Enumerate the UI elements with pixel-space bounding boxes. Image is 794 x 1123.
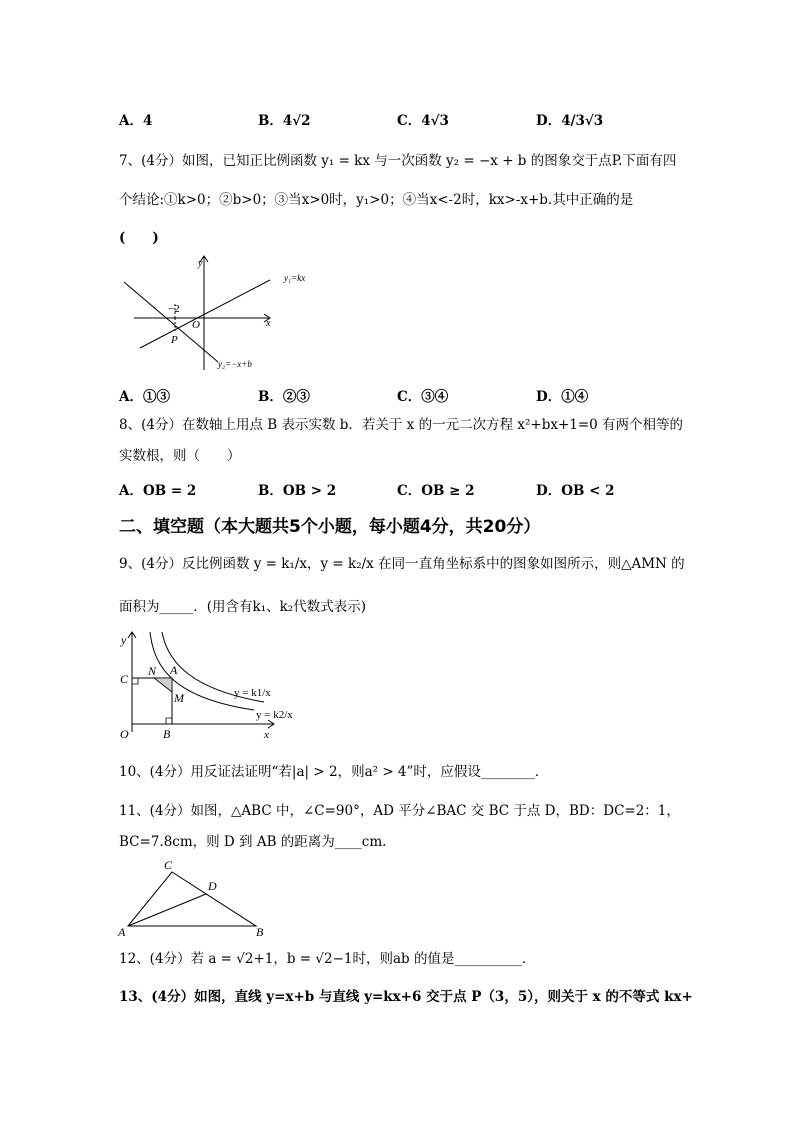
- q7-line1: 7、(4分）如图，已知正比例函数 y₁ = kx 与一次函数 y₂ = −x + b 的图象交于点P.下面有四: [119, 153, 677, 169]
- fig7-y2-label: y₂=−x+b: [218, 359, 252, 369]
- fig7-p-label: P: [171, 334, 178, 346]
- q11-line1: 11、(4分）如图，△ABC 中，∠C=90°，AD 平分∠BAC 交 BC 于点 D，BD：DC=2：1，: [119, 803, 680, 819]
- q8-option-b: B．OB > 2: [258, 483, 337, 499]
- fig9-x-label: x: [264, 729, 269, 741]
- q6-option-c: C．4√3: [397, 113, 449, 129]
- q8-option-d: D．OB < 2: [536, 483, 615, 499]
- fig11-a-label: A: [118, 925, 126, 938]
- fig7-y-label: y: [198, 258, 203, 269]
- q6-option-a: A．4: [119, 113, 153, 129]
- triangle-amn: [154, 678, 172, 692]
- fig9-curve2-label: y = k2/x: [256, 709, 293, 721]
- fig11-c-label: C: [164, 858, 173, 872]
- q11-figure: [116, 856, 276, 938]
- q9-line2: 面积为_____．(用含有k₁、k₂代数式表示): [119, 599, 366, 615]
- segment-ad: [128, 894, 206, 926]
- fig11-b-label: B: [256, 925, 264, 938]
- fig9-curve1-label: y = k1/x: [234, 687, 271, 699]
- q7-option-d: D．①④: [536, 389, 589, 405]
- q6-option-b: B．4√2: [258, 113, 311, 129]
- fig7-minus2-label: −2: [168, 303, 180, 315]
- fig11-d-label: D: [208, 879, 217, 893]
- q8-option-a: A．OB = 2: [119, 483, 197, 499]
- q13-line: 13、(4分）如图，直线 y=x+b 与直线 y=kx+6 交于点 P（3，5），则关于 x 的不等式 kx+: [119, 989, 693, 1005]
- q11-line2: BC=7.8cm，则 D 到 AB 的距离为____cm.: [119, 834, 387, 850]
- q7-option-c: C．③④: [397, 389, 449, 405]
- section-title-fill-blank: 二、填空题（本大题共5个小题，每小题4分，共20分）: [119, 517, 541, 537]
- q7-line3: ( ): [119, 230, 159, 246]
- q6-option-d: D．4/3√3: [536, 113, 604, 129]
- q7-line2: 个结论:①k>0；②b>0；③当x>0时，y₁>0；④当x<-2时，kx>-x+b.其中正确的是: [119, 192, 634, 208]
- q8-line1: 8、(4分）在数轴上用点 B 表示实数 b．若关于 x 的一元二次方程 x²+bx+1=0 有两个相等的: [119, 417, 684, 433]
- q8-option-c: C．OB ≥ 2: [397, 483, 475, 499]
- q7-figure: [118, 252, 318, 377]
- q7-option-b: B．②③: [258, 389, 310, 405]
- q8-line2: 实数根，则（ ）: [119, 448, 241, 464]
- fig7-y1-label: y₁=kx: [284, 273, 306, 283]
- fig7-origin-label: O: [192, 319, 200, 331]
- q12-line: 12、(4分）若 a = √2+1，b = √2−1时，则ab 的值是__________．: [119, 951, 536, 967]
- q9-line1: 9、(4分）反比例函数 y = k₁/x，y = k₂/x 在同一直角坐标系中的图象如图所示，则△AMN 的: [119, 556, 685, 572]
- fig9-a-label: A: [170, 663, 178, 677]
- q9-figure: [114, 628, 304, 743]
- fig9-n-label: N: [148, 664, 157, 678]
- fig9-origin-label: O: [120, 727, 129, 741]
- fig9-b-label: B: [163, 727, 171, 741]
- q7-option-a: A．①③: [119, 389, 170, 405]
- fig9-y-label: y: [121, 633, 127, 647]
- line-y1: [140, 280, 270, 348]
- q10-line: 10、(4分）用反证法证明“若|a| > 2，则a² > 4”时，应假设________．: [119, 764, 549, 780]
- fig9-c-label: C: [120, 672, 129, 686]
- fig7-x-label: x: [266, 318, 271, 329]
- fig9-m-label: M: [174, 691, 184, 705]
